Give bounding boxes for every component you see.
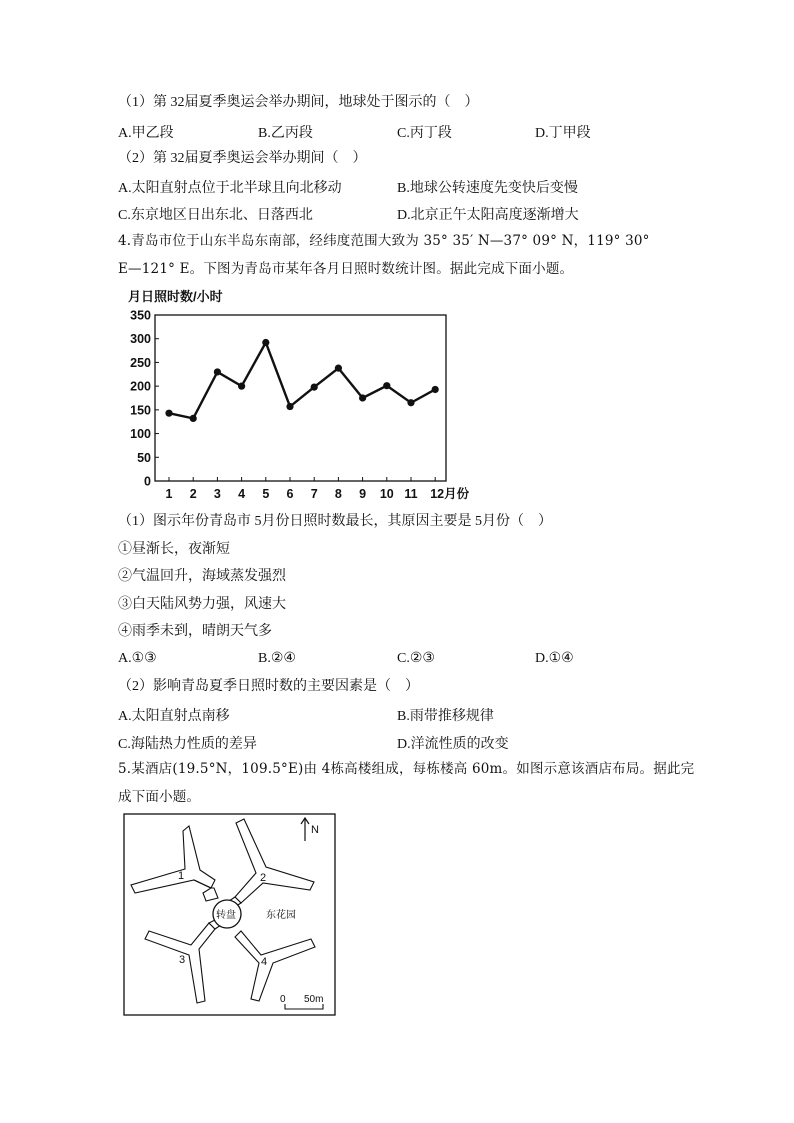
building-4-label: 4 [261,956,268,968]
q3-sub1-stem: （1）第 32届夏季奥运会举办期间，地球处于图示的（ ） [118,95,479,110]
chart-ylabel: 月日照时数/小时 [128,289,223,304]
q5-intro-line1: 5.某酒店(19.5°N，109.5°E)由 4栋高楼组成，每栋楼高 60m。如图示意该酒店布局。据此完 [118,761,695,777]
sunshine-hours-chart [110,285,490,505]
q3-sub2-option-d: D.北京正午太阳高度逐渐增大 [397,208,579,223]
q4-sub1-item-2: ②气温回升，海域蒸发强烈 [118,569,286,584]
building-2-label: 2 [260,872,267,884]
y-tick-label: 350 [130,308,151,323]
q3-sub1-option-c: C.丙丁段 [397,126,452,141]
q4-sub1-option-a: A.①③ [118,651,157,666]
q4-sub1-item-3: ③白天陆风势力强，风速大 [118,597,286,612]
data-point [311,383,318,390]
building-1-label: 1 [178,870,185,882]
east-garden-label: 东花园 [266,910,296,921]
q4-sub1-option-c: C.②③ [397,651,435,666]
q3-sub2-option-b: B.地球公转速度先变快后变慢 [397,181,578,196]
x-tick-label: 11 [404,487,418,501]
data-point [407,399,414,406]
y-tick-label: 250 [130,355,151,370]
q3-sub1-option-d: D.丁甲段 [535,126,591,141]
scale-zero: 0 [280,994,286,1005]
x-tick-label: 4 [238,487,246,501]
q4-sub2-option-b: B.雨带推移规律 [397,709,494,724]
roundabout-label: 转盘 [216,910,236,921]
x-tick-label: 10 [379,487,394,501]
q5-intro-line2: 成下面小题。 [118,789,201,805]
data-point [262,339,269,346]
q3-sub1-option-b: B.乙丙段 [258,126,313,141]
x-tick-label: 7 [310,487,318,501]
x-tick-label: 12月份 [430,487,470,501]
x-tick-label: 3 [213,487,221,501]
q4-intro-line1: 4.青岛市位于山东半岛东南部，经纬度范围大致为 35° 35′ N—37° 09° N，119° 30° [118,233,650,249]
y-tick-label: 100 [130,427,151,442]
q4-sub1-item-1: ①昼渐长，夜渐短 [118,542,230,557]
q3-sub1-option-a: A.甲乙段 [118,126,174,141]
scale-label: 50m [304,994,324,1005]
north-label: N [311,824,319,836]
data-point [238,383,245,390]
q4-sub1-item-4: ④雨季未到，晴朗天气多 [118,624,272,639]
y-tick-label: 150 [130,403,151,418]
q3-sub2-option-c: C.东京地区日出东北、日落西北 [118,208,313,223]
x-tick-label: 8 [334,487,342,501]
data-point [335,365,342,372]
q4-sub2-option-a: A.太阳直射点南移 [118,709,230,724]
data-point [359,394,366,401]
data-point [383,382,390,389]
y-tick-label: 300 [130,332,151,347]
q4-sub1-option-d: D.①④ [535,651,574,666]
x-tick-label: 1 [165,487,173,501]
building-3-label: 3 [179,954,186,966]
q3-sub2-stem: （2）第 32届夏季奥运会举办期间（ ） [118,151,367,166]
data-point [214,368,221,375]
q4-sub1-stem: （1）图示年份青岛市 5月份日照时数最长，其原因主要是 5月份（ ） [118,514,552,529]
x-tick-label: 5 [262,487,270,501]
q3-sub2-option-a: A.太阳直射点位于北半球且向北移动 [118,181,342,196]
q4-sub2-stem: （2）影响青岛夏季日照时数的主要因素是（ ） [118,679,419,694]
data-point [165,410,172,417]
data-point [286,403,293,410]
q4-intro-line2: E—121° E。下图为青岛市某年各月日照时数统计图。据此完成下面小题。 [118,261,574,277]
x-tick-label: 2 [189,487,197,501]
hotel-layout-map [123,813,337,1017]
q4-sub2-option-d: D.洋流性质的改变 [397,737,509,752]
x-tick-label: 6 [286,487,294,501]
y-tick-label: 200 [130,379,151,394]
data-point [190,415,197,422]
q4-sub1-option-b: B.②④ [258,651,296,666]
q4-sub2-option-c: C.海陆热力性质的差异 [118,737,257,752]
x-tick-label: 9 [359,487,367,501]
y-tick-label: 0 [144,474,151,489]
y-tick-label: 50 [137,450,151,465]
data-point [432,386,439,393]
series-line [169,343,435,419]
